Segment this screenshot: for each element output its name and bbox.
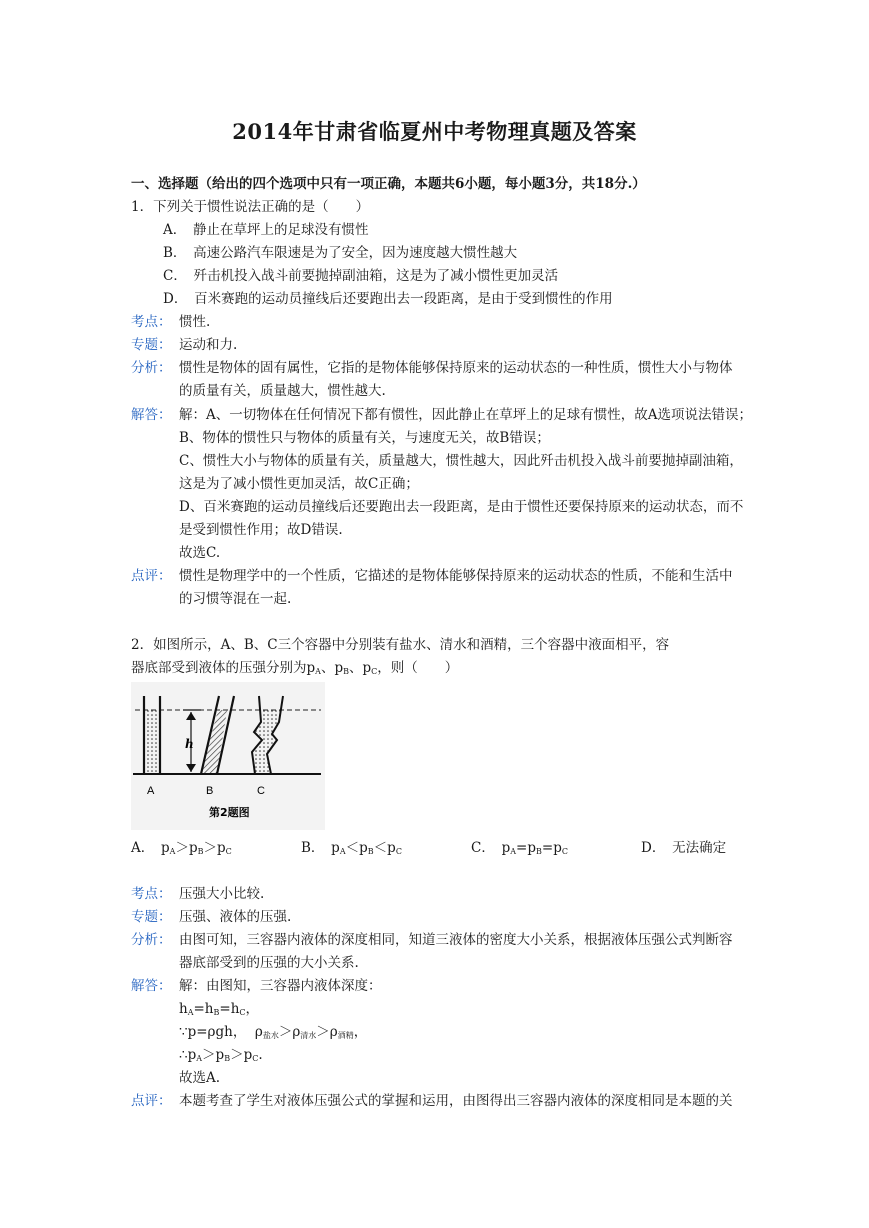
q1-stem: 1．下列关于惯性说法正确的是（ ） xyxy=(131,199,370,215)
q2-option-d: D． 无法确定 xyxy=(641,840,727,856)
q1-kaodian-label: 考点： xyxy=(131,314,172,330)
q2-kaodian-label: 考点： xyxy=(131,886,172,902)
q1-jieda-line: 故选C. xyxy=(179,545,221,561)
h-label: h xyxy=(185,737,194,751)
q1-zhuanti: 运动和力. xyxy=(179,337,238,353)
q2-option-a: A． $p_A>p_B>p_C$ xyxy=(131,840,232,856)
q1-dianping-label: 点评： xyxy=(131,568,172,584)
q1-jieda-line: 解：A、一切物体在任何情况下都有惯性，因此静止在草坪上的足球有惯性，故A选项说法错误； xyxy=(179,407,752,423)
q2-answer: 故选A. xyxy=(179,1070,221,1086)
q1-fenxi-line: 的质量有关，质量越大，惯性越大. xyxy=(179,383,386,399)
q2-option-c: C． $p_A=p_B=p_C$ xyxy=(471,840,568,856)
q1-option-c: C． 歼击机投入战斗前要抛掉副油箱，这是为了减小惯性更加灵活 xyxy=(163,268,559,284)
container-label-b: B xyxy=(206,785,214,797)
q2-zhuanti: 压强、液体的压强. xyxy=(179,909,292,925)
q1-jieda-line: B、物体的惯性只与物体的质量有关，与速度无关，故B错误； xyxy=(179,430,550,446)
q1-dianping-line: 的习惯等混在一起. xyxy=(179,591,292,607)
page-title: 2014年甘肃省临夏州中考物理真题及答案 xyxy=(232,119,637,144)
container-label-c: C xyxy=(257,785,265,797)
q2-pressure-result: $\therefore p_A>p_B>p_C$. xyxy=(179,1047,263,1063)
q2-fenxi-line: 器底部受到的压强的大小关系. xyxy=(179,955,359,971)
q2-density-relation: ∵p=ρgh， $\rho_{盐水}>\rho_{清水}>\rho_{酒精}$， xyxy=(179,1024,368,1040)
container-label-a: A xyxy=(147,785,155,797)
q1-fenxi-line: 惯性是物体的固有属性，它指的是物体能够保持原来的运动状态的一种性质，惯性大小与物体 xyxy=(179,360,733,376)
q1-jieda-line: C、惯性大小与物体的质量有关，质量越大，惯性越大，因此歼击机投入战斗前要抛掉副油箱， xyxy=(179,453,743,469)
q2-zhuanti-label: 专题： xyxy=(131,909,172,925)
q1-jieda-line: 这是为了减小惯性更加灵活，故C正确； xyxy=(179,476,419,492)
q2-jieda-line: 解：由图知，三容器内液体深度： xyxy=(179,978,382,994)
q1-kaodian: 惯性. xyxy=(179,314,211,330)
q2-dianping-label: 点评： xyxy=(131,1093,172,1109)
q2-stem-line2: 器底部受到液体的压强分别为$p_A$、$p_B$、$p_C$，则（ ） xyxy=(131,660,459,676)
q1-jieda-line: 是受到惯性作用；故D错误. xyxy=(179,522,343,538)
q2-dianping-line: 本题考查了学生对液体压强公式的掌握和运用，由图得出三容器内液体的深度相同是本题的关 xyxy=(179,1093,733,1109)
q1-jieda-line: D、百米赛跑的运动员撞线后还要跑出去一段距离，是由于惯性还要保持原来的运动状态，而不 xyxy=(179,499,744,515)
q2-jieda-label: 解答： xyxy=(131,978,172,994)
q2-kaodian: 压强大小比较. xyxy=(179,886,265,902)
q1-option-d: D． 百米赛跑的运动员撞线后还要跑出去一段距离，是由于受到惯性的作用 xyxy=(163,291,613,307)
q2-stem-line1: 2．如图所示，A、B、C三个容器中分别装有盐水、清水和酒精，三个容器中液面相平，容 xyxy=(131,637,670,653)
q2-option-b: B． $p_A<p_B<p_C$ xyxy=(301,840,402,856)
q2-fenxi-line: 由图可知，三容器内液体的深度相同，知道三液体的密度大小关系，根据液体压强公式判断容 xyxy=(179,932,733,948)
q1-fenxi-label: 分析： xyxy=(131,360,172,376)
q1-option-a: A． 静止在草坪上的足球没有惯性 xyxy=(163,222,369,238)
q2-depth-equality: $h_A=h_B=h_C$， xyxy=(179,1001,260,1017)
q1-dianping-line: 惯性是物理学中的一个性质，它描述的是物体能够保持原来的运动状态的性质，不能和生活中 xyxy=(179,568,733,584)
section-title: 一、选择题（给出的四个选项中只有一项正确，本题共6小题，每小题3分，共18分.） xyxy=(131,176,646,192)
q1-zhuanti-label: 专题： xyxy=(131,337,172,353)
q1-jieda-label: 解答： xyxy=(131,407,172,423)
q1-option-b: B． 高速公路汽车限速是为了安全，因为速度越大惯性越大 xyxy=(163,245,518,261)
q2-fenxi-label: 分析： xyxy=(131,932,172,948)
figure-caption: 第2题图 xyxy=(209,806,250,819)
container-a-liquid xyxy=(146,710,158,774)
q2-figure xyxy=(131,682,325,830)
